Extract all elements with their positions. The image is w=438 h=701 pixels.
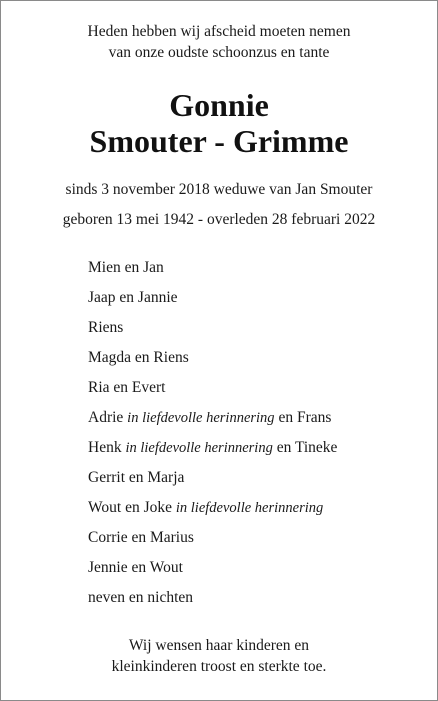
intro-text bbox=[1, 21, 437, 63]
family-member: Jaap en Jannie bbox=[88, 289, 178, 306]
memorial-note: in liefdevolle herinnering bbox=[175, 500, 324, 516]
family-member: Magda en Riens bbox=[88, 349, 189, 366]
memorial-note: in liefdevolle herinnering bbox=[127, 410, 275, 426]
last-name: Smouter - Grimme bbox=[89, 123, 349, 159]
family-member: Wout en Joke in liefdevolle herinnering bbox=[88, 499, 324, 516]
closing-text bbox=[1, 635, 437, 677]
intro-line-2: van onze oudste schoonzus en tante bbox=[108, 44, 330, 61]
family-member: Ria en Evert bbox=[88, 379, 166, 396]
family-member: Jennie en Wout bbox=[88, 559, 183, 576]
family-member: Mien en Jan bbox=[88, 259, 164, 276]
deceased-name bbox=[1, 87, 437, 159]
first-name: Gonnie bbox=[169, 87, 269, 123]
family-member: Riens bbox=[88, 319, 124, 336]
family-member: neven en nichten bbox=[88, 589, 194, 606]
widow-line: sinds 3 november 2018 weduwe van Jan Smouter bbox=[65, 181, 373, 198]
family-member: Corrie en Marius bbox=[88, 529, 194, 546]
family-member: Gerrit en Marja bbox=[88, 469, 185, 486]
family-member: Adrie in liefdevolle herinnering en Frans bbox=[88, 409, 332, 426]
memorial-note: in liefdevolle herinnering bbox=[125, 440, 273, 456]
closing-line-1: Wij wensen haar kinderen en bbox=[128, 637, 310, 654]
life-dates bbox=[1, 175, 437, 235]
intro-line-1: Heden hebben wij afscheid moeten nemen bbox=[87, 23, 351, 40]
life-line: geboren 13 mei 1942 - overleden 28 februari 2022 bbox=[62, 211, 376, 228]
closing-line-2: kleinkinderen troost en sterkte toe. bbox=[111, 658, 327, 675]
family-member: Henk in liefdevolle herinnering en Tineke bbox=[88, 439, 338, 456]
family-list bbox=[88, 253, 337, 613]
